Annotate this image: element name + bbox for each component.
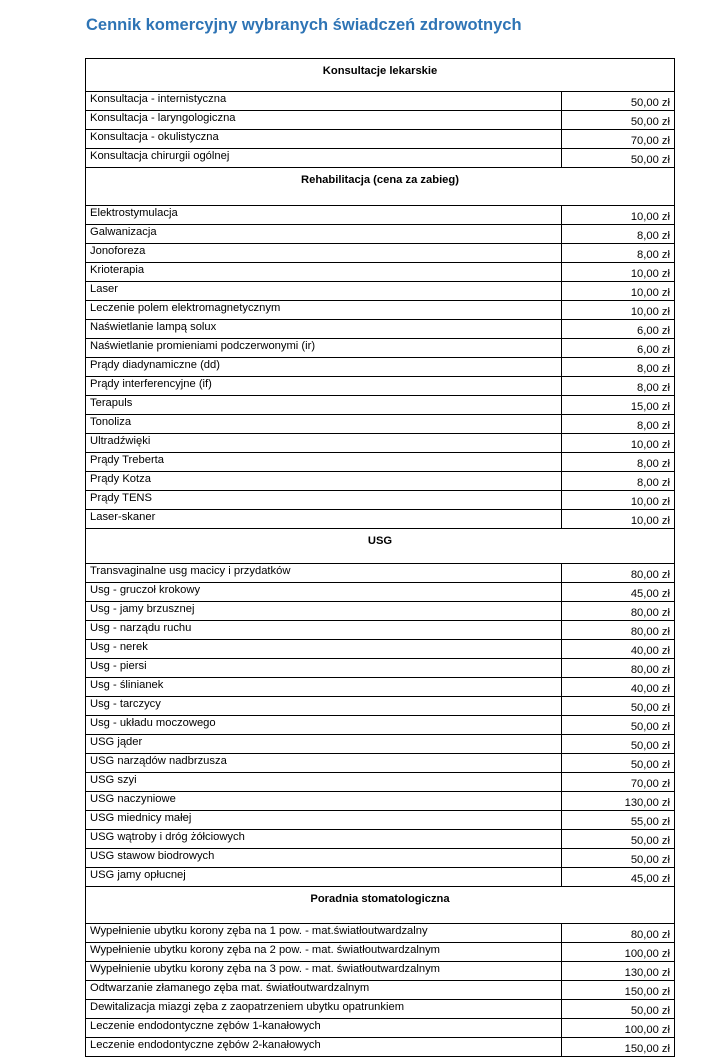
service-price: 45,00 zł: [562, 868, 675, 887]
section-header-row: [86, 59, 675, 92]
section-header-row: [86, 168, 675, 206]
service-price: 45,00 zł: [562, 583, 675, 602]
table-row: [86, 377, 675, 396]
service-price: 80,00 zł: [562, 659, 675, 678]
service-price: 50,00 zł: [562, 735, 675, 754]
service-price: 130,00 zł: [562, 792, 675, 811]
service-name: Jonoforeza: [86, 244, 562, 263]
service-name: Prądy TENS: [86, 491, 562, 510]
table-row: [86, 583, 675, 602]
service-name: USG szyi: [86, 773, 562, 792]
service-price: 50,00 zł: [562, 1000, 675, 1019]
table-row: [86, 225, 675, 244]
service-name: USG naczyniowe: [86, 792, 562, 811]
table-row: [86, 640, 675, 659]
table-row: [86, 1000, 675, 1019]
service-name: Transvaginalne usg macicy i przydatków: [86, 564, 562, 583]
service-name: Naświetlanie promieniami podczerwonymi (ir): [86, 339, 562, 358]
service-price: 50,00 zł: [562, 716, 675, 735]
service-price: 80,00 zł: [562, 602, 675, 621]
section-heading: USG: [86, 529, 675, 564]
service-price: 10,00 zł: [562, 510, 675, 529]
service-price: 15,00 zł: [562, 396, 675, 415]
table-row: [86, 716, 675, 735]
table-row: [86, 149, 675, 168]
document-title: Cennik komercyjny wybranych świadczeń zdrowotnych: [86, 16, 522, 34]
service-price: 70,00 zł: [562, 130, 675, 149]
service-price: 10,00 zł: [562, 301, 675, 320]
service-price: 50,00 zł: [562, 754, 675, 773]
service-price: 100,00 zł: [562, 1019, 675, 1038]
service-price: 50,00 zł: [562, 849, 675, 868]
table-row: [86, 453, 675, 472]
table-row: [86, 92, 675, 111]
service-price: 50,00 zł: [562, 92, 675, 111]
service-price: 6,00 zł: [562, 339, 675, 358]
service-price: 8,00 zł: [562, 225, 675, 244]
service-name: Usg - nerek: [86, 640, 562, 659]
table-row: [86, 339, 675, 358]
service-name: Elektrostymulacja: [86, 206, 562, 225]
table-row: [86, 415, 675, 434]
service-name: Galwanizacja: [86, 225, 562, 244]
service-name: Tonoliza: [86, 415, 562, 434]
table-row: [86, 981, 675, 1000]
table-row: [86, 396, 675, 415]
service-name: Wypełnienie ubytku korony zęba na 3 pow. - mat. światłoutwardzalnym: [86, 962, 562, 981]
service-name: Odtwarzanie złamanego zęba mat. światłoutwardzalnym: [86, 981, 562, 1000]
table-row: [86, 659, 675, 678]
service-price: 70,00 zł: [562, 773, 675, 792]
table-row: [86, 111, 675, 130]
table-row: [86, 697, 675, 716]
service-price: 150,00 zł: [562, 981, 675, 1000]
service-name: Leczenie polem elektromagnetycznym: [86, 301, 562, 320]
service-price: 150,00 zł: [562, 1038, 675, 1057]
service-name: Usg - narządu ruchu: [86, 621, 562, 640]
service-name: Wypełnienie ubytku korony zęba na 1 pow. - mat.światłoutwardzalny: [86, 924, 562, 943]
table-row: [86, 491, 675, 510]
table-row: [86, 301, 675, 320]
table-row: [86, 263, 675, 282]
service-name: Laser-skaner: [86, 510, 562, 529]
service-price: 80,00 zł: [562, 564, 675, 583]
table-row: [86, 754, 675, 773]
table-row: [86, 962, 675, 981]
section-heading: Rehabilitacja (cena za zabieg): [86, 168, 675, 206]
service-name: USG jamy opłucnej: [86, 868, 562, 887]
table-row: [86, 1038, 675, 1057]
service-name: Konsultacja - internistyczna: [86, 92, 562, 111]
table-row: [86, 849, 675, 868]
service-name: Leczenie endodontyczne zębów 2-kanałowych: [86, 1038, 562, 1057]
service-price: 8,00 zł: [562, 377, 675, 396]
service-name: Ultradźwięki: [86, 434, 562, 453]
table-row: [86, 735, 675, 754]
service-price: 10,00 zł: [562, 434, 675, 453]
service-name: Konsultacja chirurgii ogólnej: [86, 149, 562, 168]
section-heading: Poradnia stomatologiczna: [86, 887, 675, 924]
table-row: [86, 773, 675, 792]
service-name: Dewitalizacja miazgi zęba z zaopatrzeniem ubytku opatrunkiem: [86, 1000, 562, 1019]
service-price: 10,00 zł: [562, 491, 675, 510]
service-name: Usg - ślinianek: [86, 678, 562, 697]
service-price: 10,00 zł: [562, 206, 675, 225]
service-name: USG jąder: [86, 735, 562, 754]
table-row: [86, 830, 675, 849]
service-name: USG narządów nadbrzusza: [86, 754, 562, 773]
table-row: [86, 1019, 675, 1038]
service-price: 10,00 zł: [562, 282, 675, 301]
service-name: USG wątroby i dróg żółciowych: [86, 830, 562, 849]
service-price: 10,00 zł: [562, 263, 675, 282]
service-name: Usg - tarczycy: [86, 697, 562, 716]
section-heading: Konsultacje lekarskie: [86, 59, 675, 92]
service-name: Krioterapia: [86, 263, 562, 282]
service-name: Usg - układu moczowego: [86, 716, 562, 735]
table-row: [86, 244, 675, 263]
service-price: 50,00 zł: [562, 830, 675, 849]
section-header-row: [86, 529, 675, 564]
table-row: [86, 868, 675, 887]
table-row: [86, 792, 675, 811]
service-price: 40,00 zł: [562, 640, 675, 659]
table-row: [86, 602, 675, 621]
service-name: USG stawow biodrowych: [86, 849, 562, 868]
table-row: [86, 282, 675, 301]
service-name: Konsultacja - okulistyczna: [86, 130, 562, 149]
table-row: [86, 811, 675, 830]
table-row: [86, 320, 675, 339]
service-name: Naświetlanie lampą solux: [86, 320, 562, 339]
service-name: Konsultacja - laryngologiczna: [86, 111, 562, 130]
service-price: 50,00 zł: [562, 697, 675, 716]
service-price: 6,00 zł: [562, 320, 675, 339]
table-row: [86, 206, 675, 225]
service-name: Usg - jamy brzusznej: [86, 602, 562, 621]
table-row: [86, 510, 675, 529]
service-price: 8,00 zł: [562, 472, 675, 491]
section-header-row: [86, 887, 675, 924]
service-name: Terapuls: [86, 396, 562, 415]
service-price: 40,00 zł: [562, 678, 675, 697]
service-price: 50,00 zł: [562, 111, 675, 130]
table-row: [86, 472, 675, 491]
price-table: [85, 58, 675, 1057]
service-price: 55,00 zł: [562, 811, 675, 830]
service-name: Laser: [86, 282, 562, 301]
service-price: 50,00 zł: [562, 149, 675, 168]
service-name: Prądy Kotza: [86, 472, 562, 491]
service-name: Prądy Treberta: [86, 453, 562, 472]
service-name: Prądy diadynamiczne (dd): [86, 358, 562, 377]
service-name: Usg - piersi: [86, 659, 562, 678]
table-row: [86, 943, 675, 962]
table-row: [86, 621, 675, 640]
table-row: [86, 358, 675, 377]
service-price: 130,00 zł: [562, 962, 675, 981]
table-row: [86, 564, 675, 583]
service-price: 8,00 zł: [562, 415, 675, 434]
service-price: 80,00 zł: [562, 621, 675, 640]
service-name: Leczenie endodontyczne zębów 1-kanałowych: [86, 1019, 562, 1038]
table-row: [86, 678, 675, 697]
service-name: USG miednicy małej: [86, 811, 562, 830]
service-price: 100,00 zł: [562, 943, 675, 962]
service-price: 80,00 zł: [562, 924, 675, 943]
table-row: [86, 924, 675, 943]
service-price: 8,00 zł: [562, 358, 675, 377]
service-name: Usg - gruczoł krokowy: [86, 583, 562, 602]
table-row: [86, 434, 675, 453]
service-price: 8,00 zł: [562, 244, 675, 263]
service-name: Wypełnienie ubytku korony zęba na 2 pow. - mat. światłoutwardzalnym: [86, 943, 562, 962]
service-name: Prądy interferencyjne (if): [86, 377, 562, 396]
table-row: [86, 130, 675, 149]
service-price: 8,00 zł: [562, 453, 675, 472]
